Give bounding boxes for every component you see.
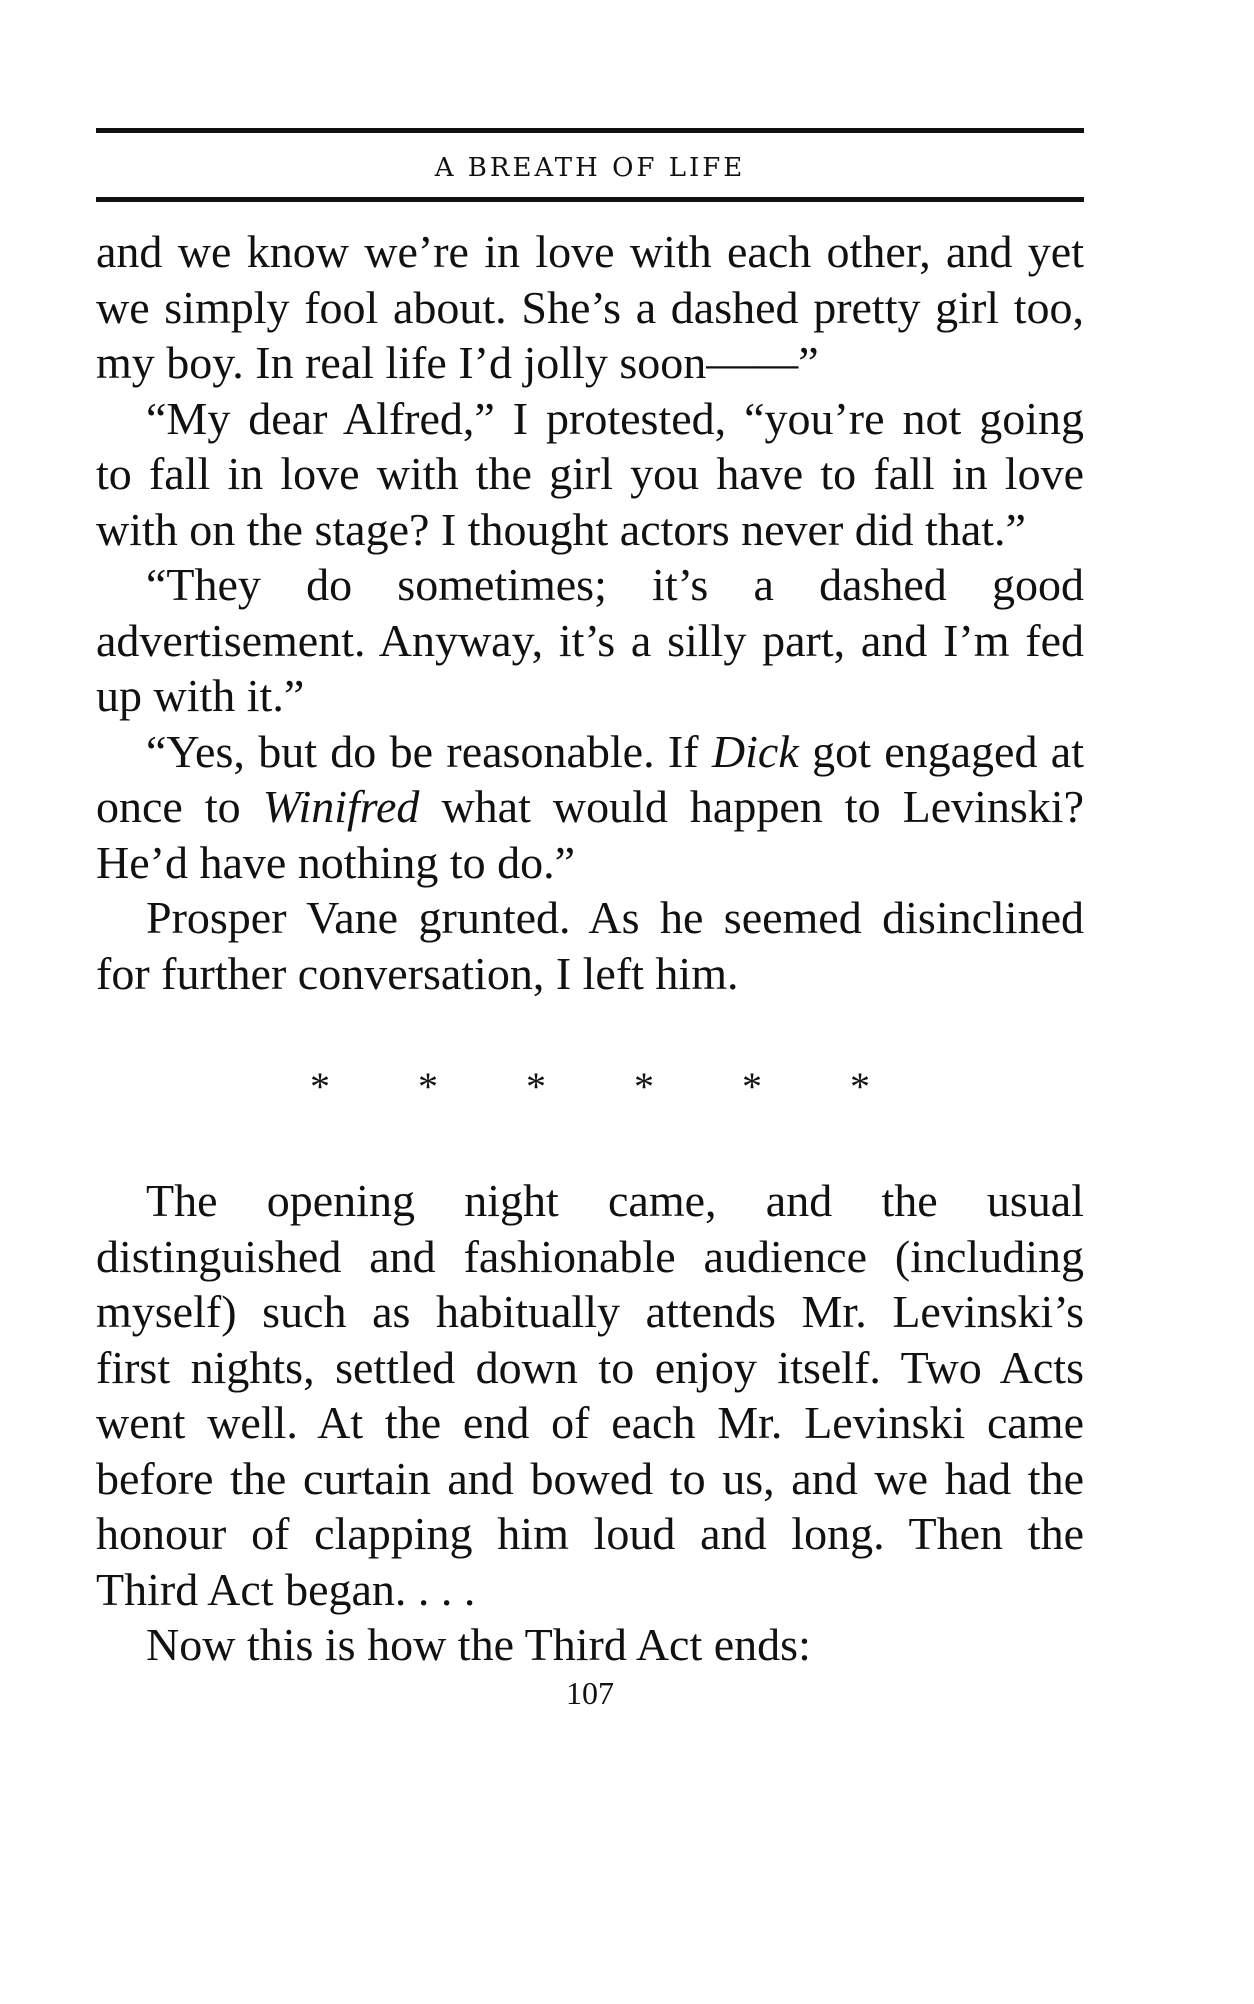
paragraph-text: “Yes, but do be reasonable. If (146, 725, 712, 777)
paragraph-7 (96, 1617, 1084, 1673)
paragraph-text: Prosper Vane grunted. As he seemed disinclined for further conversation, I left him. (96, 892, 1084, 999)
page-number: 107 (566, 1674, 614, 1711)
paragraph-2 (96, 391, 1084, 558)
header-rule-bottom (96, 197, 1084, 202)
italic-name-dick: Dick (711, 725, 799, 777)
section-break (96, 1057, 1084, 1117)
paragraph-text: The opening night came, and the usual distinguished and fashionable audience (including myself) such as habitually attends Mr. Levinski’s first nights, settled down to enjoy itself. Two Acts went well. At the end of each Mr. Levinski came before the curtain and bowed to us, and we had the honour of clapping him loud and long. Then the Third Act began. . . . (96, 1175, 1084, 1615)
paragraph-text: Now this is how the Third Act ends: (146, 1619, 811, 1670)
paragraph-6 (96, 1173, 1084, 1617)
italic-name-winifred: Winifred (262, 781, 420, 832)
paragraph-3 (96, 557, 1084, 724)
paragraph-text: “They do sometimes; it’s a dashed good advertisement. Anyway, it’s a silly part, and I’m fed up with it.” (96, 559, 1084, 721)
asterisk: * (418, 1064, 438, 1109)
header-rule-top (96, 128, 1084, 133)
asterisk: * (634, 1064, 654, 1109)
paragraph-text: “My dear Alfred,” I protested, “you’re not going to fall in love with the girl you have to fall in love with on the stage? I thought actors never did that.” (96, 392, 1084, 555)
paragraph-text: what would happen to Levinski? He’d have nothing to do.” (96, 781, 1084, 888)
paragraph-text: got engaged at once to (96, 725, 1084, 832)
book-page (96, 128, 1084, 1712)
paragraph-text: and we know we’re in love with each other, and yet we simply fool about. She’s a dashed pretty girl too, my boy. In real life I’d jolly soon——” (96, 226, 1084, 388)
asterisk: * (310, 1064, 330, 1109)
asterisk: * (742, 1064, 762, 1109)
paragraph-4 (96, 724, 1084, 891)
asterisk: * (526, 1064, 546, 1109)
body-text (96, 224, 1084, 1673)
asterisk: * (850, 1064, 870, 1109)
paragraph-1 (96, 224, 1084, 391)
running-head: A BREATH OF LIFE (434, 153, 746, 183)
paragraph-5 (96, 890, 1084, 1001)
